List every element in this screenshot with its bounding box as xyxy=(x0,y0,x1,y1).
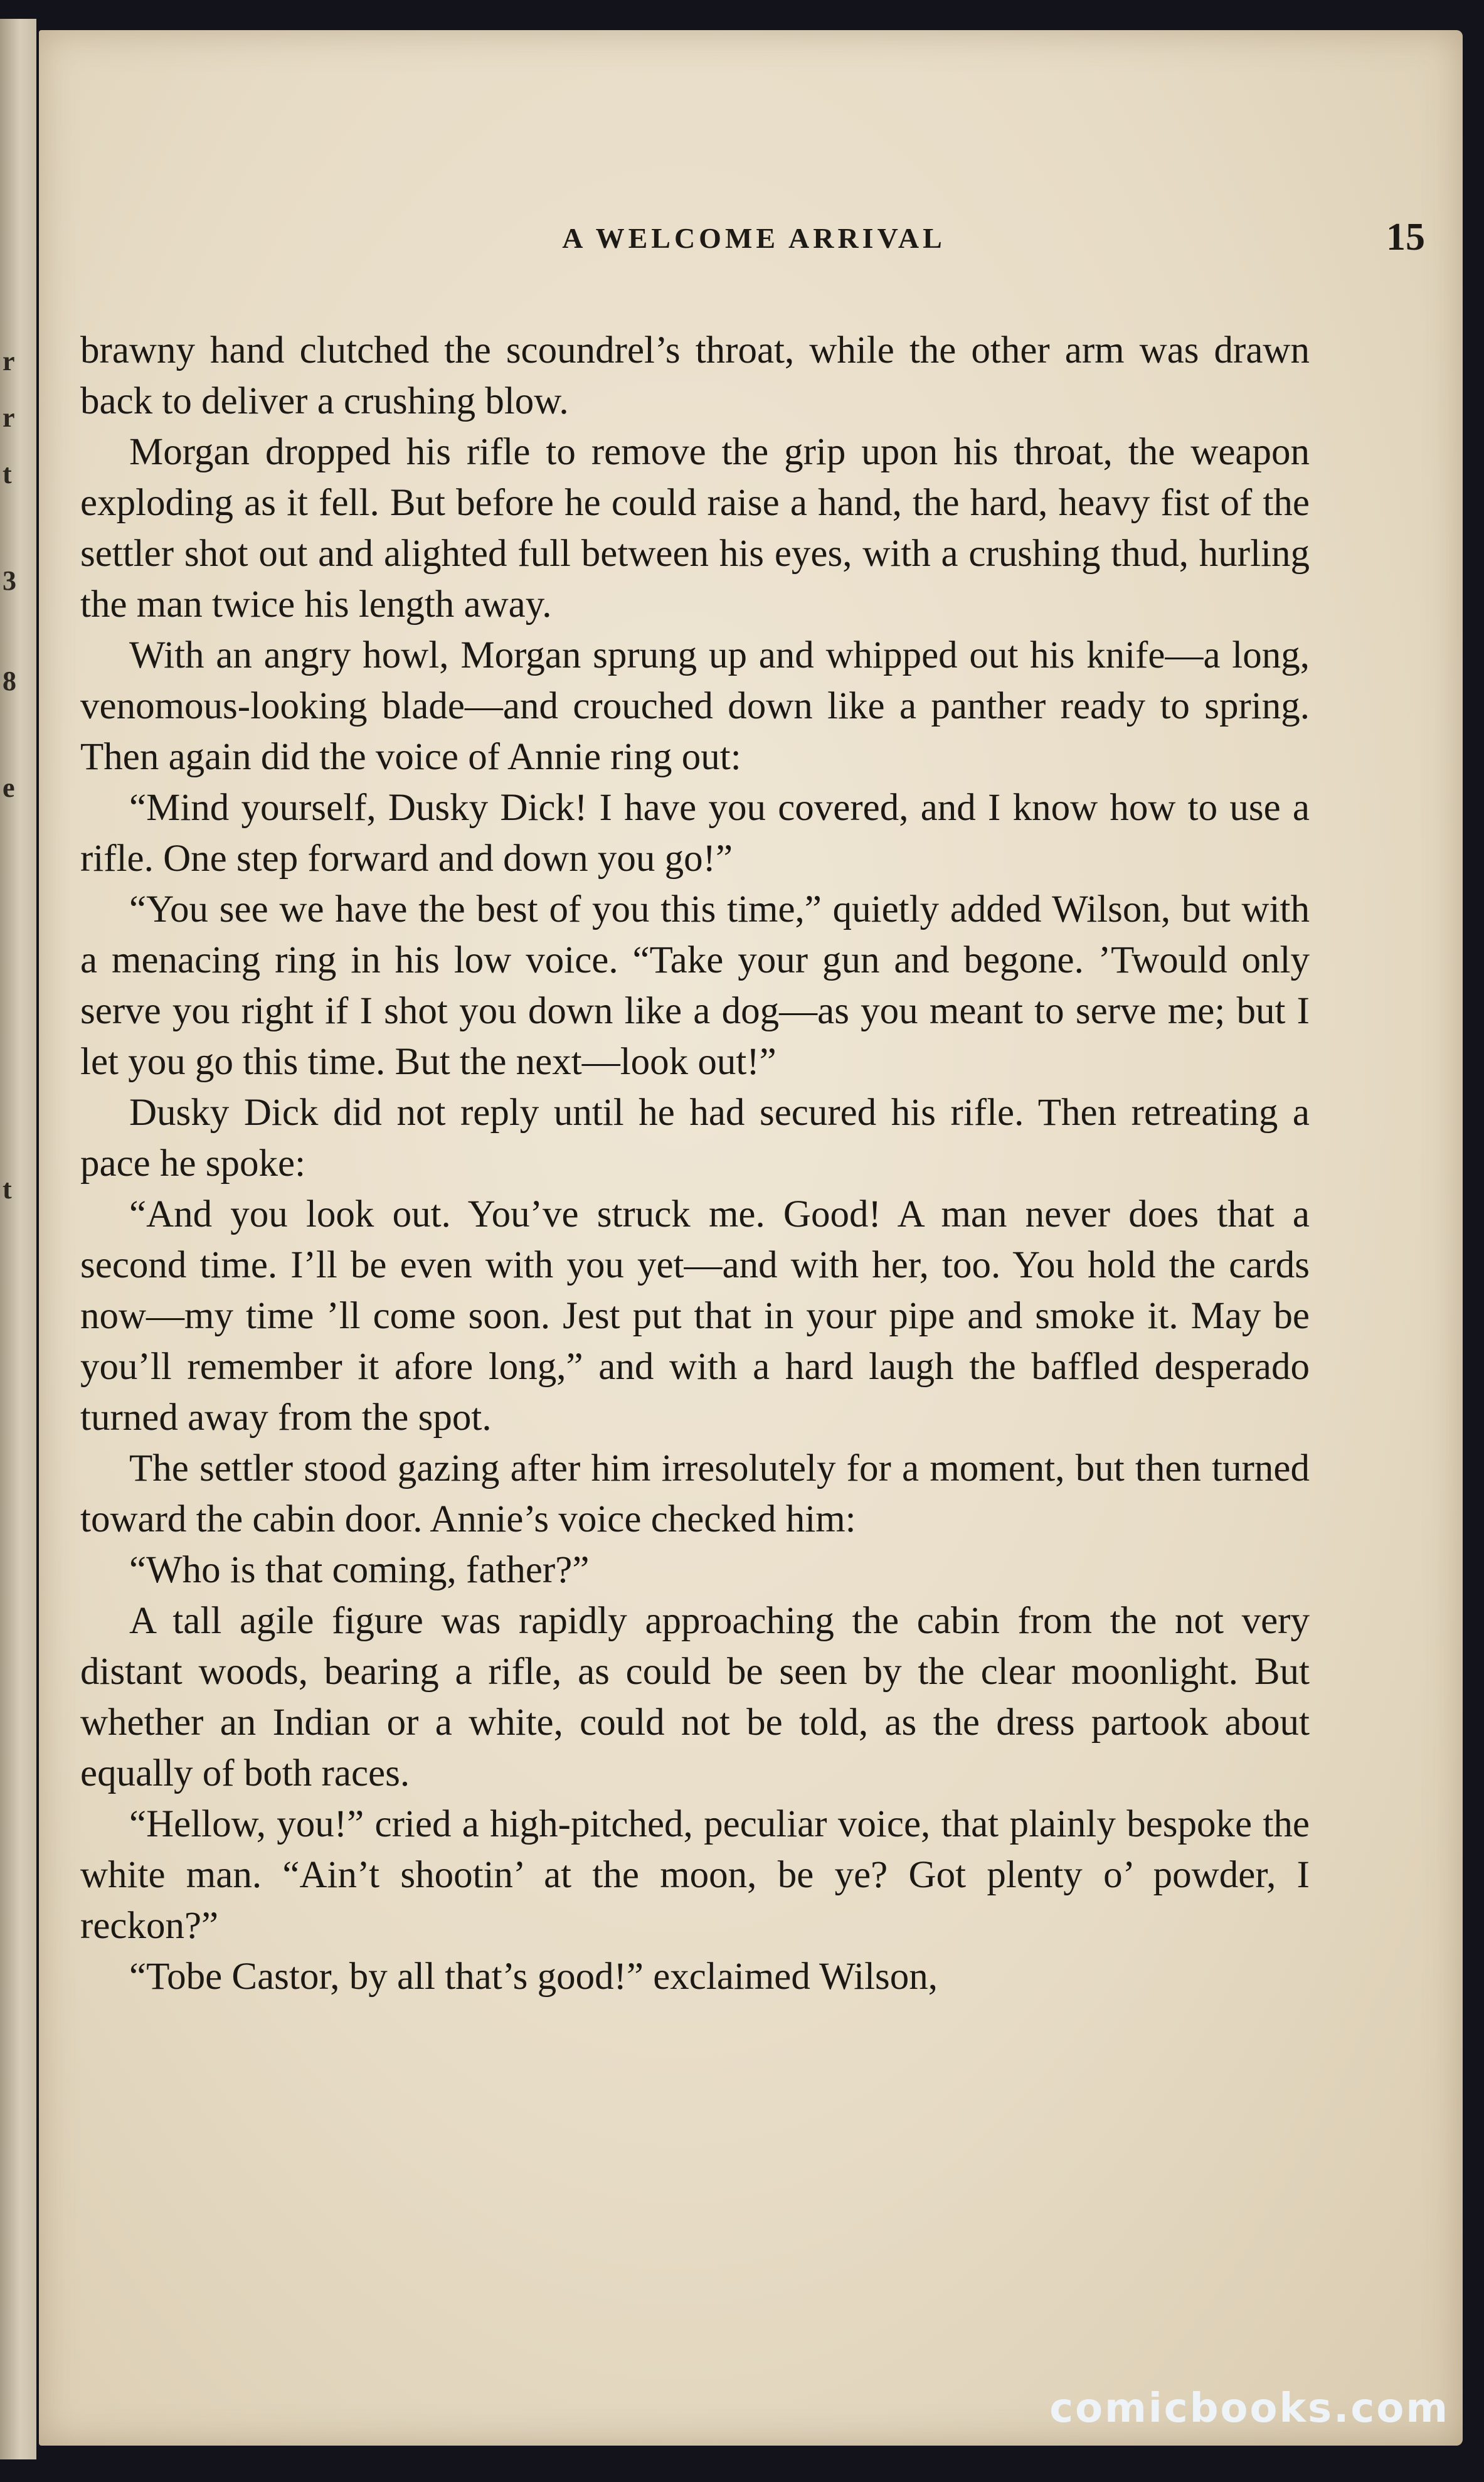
prev-page-fragment: 8 xyxy=(3,666,16,696)
prev-page-fragment: r xyxy=(3,402,15,433)
paragraph: “Who is that coming, father?” xyxy=(129,1549,590,1591)
book-page xyxy=(39,30,1463,2446)
paragraph: Morgan dropped his rifle to remove the grip upon his throat, the weapon exploding as it fell. But before he could raise a hand, the hard, heavy fist of the settler shot out and alighted full between his eyes, with a crushing thud, hurling the man twice his length away. xyxy=(80,431,1310,626)
paragraph: “Hellow, you!” cried a high-pitched, peculiar voice, that plainly bespoke the white man. “Ain’t shootin’ at the moon, be ye? Got plenty o’ powder, I reckon?” xyxy=(80,1803,1310,1947)
running-title: A WELCOME ARRIVAL xyxy=(562,222,946,254)
previous-page-edge xyxy=(0,19,36,2459)
prev-page-fragment: 3 xyxy=(3,565,16,596)
page-header xyxy=(83,216,1425,272)
paragraph: “Tobe Castor, by all that’s good!” exclaimed Wilson, xyxy=(129,1956,938,1998)
prev-page-fragment: t xyxy=(3,459,12,489)
paragraph: With an angry howl, Morgan sprung up and whipped out his knife—a long, venomous-looking blade—and crouched down like a panther ready to spring. Then again did the voice of Annie ring out: xyxy=(80,634,1310,778)
paragraph: brawny hand clutched the scoundrel’s throat, while the other arm was drawn back to deliver a crushing blow. xyxy=(80,329,1310,422)
page-number: 15 xyxy=(1386,216,1425,258)
paragraph: “And you look out. You’ve struck me. Good! A man never does that a second time. I’ll be even with you yet—and with her, too. You hold the cards now—my time ’ll come soon. Jest put that in your pipe and smoke it. May be you’ll remember it afore long,” and with a hard laugh the baffled desperado turned away from the spot. xyxy=(80,1193,1310,1439)
paragraph: A tall agile figure was rapidly approaching the cabin from the not very distant woods, bearing a rifle, as could be seen by the clear moonlight. But whether an Indian or a white, could not be told, as the dress partook about equally of both races. xyxy=(80,1600,1310,1794)
watermark: comicbooks.com xyxy=(1049,2385,1450,2432)
prev-page-fragment: e xyxy=(3,772,15,803)
paragraph: “You see we have the best of you this time,” quietly added Wilson, but with a menacing ring in his low voice. “Take your gun and begone. ’Twould only serve you right if I shot you down like a dog—as you meant to serve me; but I let you go this time. But the next—look out!” xyxy=(80,888,1310,1083)
prev-page-fragment: r xyxy=(3,346,15,376)
paragraph: “Mind yourself, Dusky Dick! I have you covered, and I know how to use a rifle. One step forward and down you go!” xyxy=(80,787,1310,880)
prev-page-fragment: t xyxy=(3,1174,12,1205)
paragraph: Dusky Dick did not reply until he had secured his rifle. Then retreating a pace he spoke: xyxy=(80,1092,1310,1185)
body-text xyxy=(80,325,1310,2002)
paragraph: The settler stood gazing after him irresolutely for a moment, but then turned toward the cabin door. Annie’s voice checked him: xyxy=(80,1447,1310,1540)
